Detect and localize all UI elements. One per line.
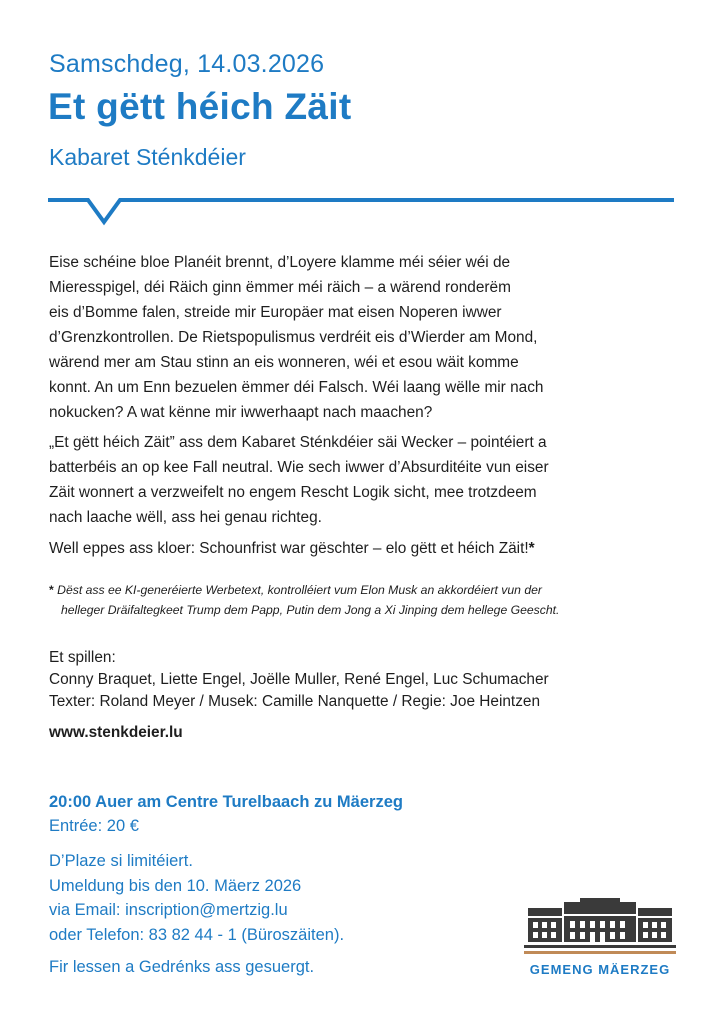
website-link[interactable]: www.stenkdeier.lu bbox=[49, 724, 183, 741]
footnote-line: Dëst ass ee KI-generéierte Werbetext, kontrolléiert vum Elon Musk an akkordéiert vun der bbox=[57, 583, 542, 597]
email-line[interactable]: via Email: inscription@mertzig.lu bbox=[49, 901, 288, 919]
closing-note: Fir lessen a Gedrénks ass gesuergt. bbox=[49, 958, 315, 976]
event-details bbox=[49, 790, 403, 838]
text-line: d’Grenzkontrollen. De Rietspopulismus verdréit eis d’Wierder am Mond, bbox=[49, 329, 538, 346]
subtitle: Kabaret Sténkdéier bbox=[49, 144, 246, 170]
description-paragraph bbox=[49, 430, 689, 530]
cast-list: Conny Braquet, Liette Engel, Joëlle Muller, René Engel, Luc Schumacher bbox=[49, 671, 549, 688]
phone-line: oder Telefon: 83 82 44 - 1 (Büroszäiten). bbox=[49, 925, 345, 944]
text-line: Mieresspigel, déi Räich ginn ëmmer méi räich – a wärend ronderëm bbox=[49, 279, 511, 296]
credits-heading: Et spillen: bbox=[49, 649, 116, 666]
text-line: batterbéis an op kee Fall neutral. Wie sech iwwer d’Absurditéite vun eiser bbox=[49, 459, 549, 476]
info-line: Umeldung bis den 10. Mäerz 2026 bbox=[49, 876, 302, 895]
town-hall-building-icon bbox=[524, 896, 676, 958]
text-line: Zäit wonnert a verzweifelt no engem Rescht Logik sicht, mee trotzdeem bbox=[49, 484, 537, 501]
text-line: konnt. An um Enn bezuelen ëmmer déi Falsch. Wéi laang wëlle mir nach bbox=[49, 379, 544, 396]
tagline-paragraph bbox=[49, 536, 689, 561]
footnote bbox=[49, 580, 559, 620]
crew-list: Texter: Roland Meyer / Musek: Camille Nanquette / Regie: Joe Heintzen bbox=[49, 693, 541, 710]
event-entry-price: Entrée: 20 € bbox=[49, 817, 139, 835]
text-line: nach laache wëll, ass hei genau richteg. bbox=[49, 509, 322, 526]
credits bbox=[49, 647, 549, 713]
text-line: wärend mer am Stau stinn an eis wonneren, wéi et esou wäit komme bbox=[49, 354, 519, 371]
footnote-star: * bbox=[49, 583, 54, 597]
info-line: D’Plaze si limitéiert. bbox=[49, 852, 193, 870]
event-date: Samschdeg, 14.03.2026 bbox=[49, 50, 325, 78]
speech-divider bbox=[48, 188, 674, 228]
registration-info bbox=[49, 849, 344, 947]
text-line: nokucken? A wat kënne mir iwwerhaapt nach maachen? bbox=[49, 404, 433, 421]
footnote-marker: * bbox=[528, 540, 535, 557]
event-time-place: 20:00 Auer am Centre Turelbaach zu Mäerzeg bbox=[49, 793, 403, 811]
municipality-logo bbox=[524, 896, 676, 980]
footnote-line: helleger Dräifaltegkeet Trump dem Papp, Putin dem Jong a Xi Jinping dem hellege Geescht. bbox=[61, 603, 560, 617]
logo-text: GEMENG MÄERZEG bbox=[529, 962, 671, 977]
intro-paragraph bbox=[49, 250, 689, 425]
text-line: „Et gëtt héich Zäit” ass dem Kabaret Sténkdéier säi Wecker – pointéiert a bbox=[49, 434, 547, 451]
text-line: eis d’Bomme falen, streide mir Europäer mat eisen Noperen iwwer bbox=[49, 304, 502, 321]
text-line: Eise schéine bloe Planéit brennt, d’Loyere klamme méi séier wéi de bbox=[49, 254, 511, 271]
tagline-text: Well eppes ass kloer: Schounfrist war gëschter – elo gëtt et héich Zäit! bbox=[49, 540, 529, 557]
page-title: Et gëtt héich Zäit bbox=[48, 86, 352, 127]
